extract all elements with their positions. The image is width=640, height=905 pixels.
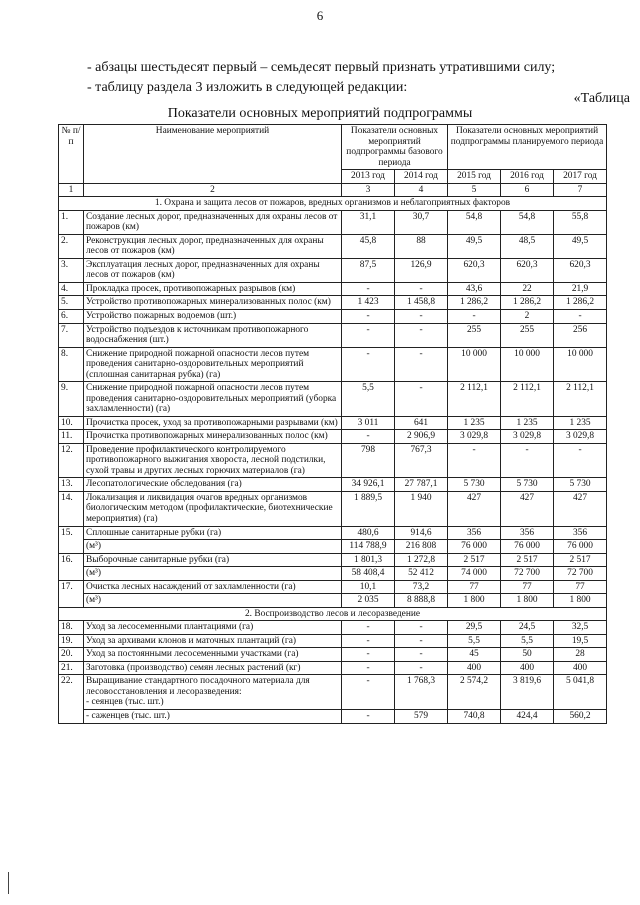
measure-name: Уход за постоянными лесосеменными участками (га) [84,648,342,662]
value-cell: 5,5 [448,634,501,648]
measure-name-text: Выращивание стандартного посадочного материала для лесовосстановления и лесоразведения: [86,676,310,697]
value-cell: 76 000 [448,540,501,554]
value-cell: 579 [395,709,448,723]
value-cell: 2 574,2 [448,675,501,710]
value-cell: 8 888,8 [395,594,448,608]
value-cell: - [395,634,448,648]
value-cell: 2 517 [554,553,607,567]
row-number: 6. [59,309,84,323]
value-cell: 29,5 [448,621,501,635]
value-cell: 19,5 [554,634,607,648]
value-cell: 3 011 [342,416,395,430]
value-cell: 49,5 [448,234,501,258]
table-row [59,258,607,282]
value-cell: 427 [501,491,554,526]
measure-name: Снижение природной пожарной опасности лесов путем проведения санитарно-оздоровительных мероприятий (сплошная санитарная рубка) (га) [84,347,342,382]
value-cell: 356 [448,526,501,540]
value-cell: 28 [554,648,607,662]
value-cell: 10,1 [342,580,395,594]
value-cell: 1 286,2 [448,296,501,310]
unit-label: (м³) [84,540,342,554]
value-cell: 5,5 [501,634,554,648]
table-row [59,347,607,382]
value-cell: 1 286,2 [501,296,554,310]
value-cell: 77 [554,580,607,594]
value-cell: - [395,309,448,323]
value-cell: 914,6 [395,526,448,540]
value-cell: 52 412 [395,567,448,581]
value-cell: 1 423 [342,296,395,310]
value-cell: 114 788,9 [342,540,395,554]
value-cell: 48,5 [501,234,554,258]
sub-item-saplings: - саженцев (тыс. шт.) [84,709,342,723]
table-row [59,594,607,608]
value-cell: 77 [448,580,501,594]
value-cell: - [342,309,395,323]
measure-name: Выборочные санитарные рубки (га) [84,553,342,567]
table-title: Показатели основных мероприятий подпрограммы [167,106,473,121]
value-cell: 255 [448,323,501,347]
value-cell: 54,8 [448,210,501,234]
value-cell: 3 029,8 [554,430,607,444]
margin-mark [8,872,9,894]
value-cell: 1 286,2 [554,296,607,310]
header-year: 2017 год [554,170,607,184]
header-year: 2013 год [342,170,395,184]
value-cell: 5 041,8 [554,675,607,710]
measure-name: Уход за лесосеменными плантациями (га) [84,621,342,635]
value-cell: 560,2 [554,709,607,723]
value-cell: 620,3 [554,258,607,282]
value-cell: 255 [501,323,554,347]
value-cell: 400 [448,661,501,675]
row-number: 11. [59,430,84,444]
table-row [59,540,607,554]
table-row [59,526,607,540]
value-cell: - [342,282,395,296]
row-number: 20. [59,648,84,662]
value-cell: 1 889,5 [342,491,395,526]
measure-name: Прочистка противопожарных минерализованных полос (км) [84,430,342,444]
header-name: Наименование мероприятий [84,125,342,184]
table-row [59,675,607,710]
row-number: 2. [59,234,84,258]
value-cell: 356 [501,526,554,540]
value-cell: 5 730 [501,478,554,492]
unit-label: (м³) [84,567,342,581]
section-row [59,607,607,621]
row-number: 4. [59,282,84,296]
value-cell: 49,5 [554,234,607,258]
value-cell: 1 235 [501,416,554,430]
value-cell: 5 730 [554,478,607,492]
value-cell: 45 [448,648,501,662]
measure-name: Устройство подъездов к источникам противопожарного водоснабжения (шт.) [84,323,342,347]
value-cell: 3 819,6 [501,675,554,710]
value-cell: 1 235 [448,416,501,430]
table-row [59,634,607,648]
value-cell: 72 700 [501,567,554,581]
value-cell: 3 029,8 [448,430,501,444]
row-number: 8. [59,347,84,382]
value-cell: 55,8 [554,210,607,234]
value-cell: 400 [501,661,554,675]
measure-name: Реконструкция лесных дорог, предназначенных для охраны лесов от пожаров (км) [84,234,342,258]
value-cell: 2 517 [501,553,554,567]
value-cell: 5 730 [448,478,501,492]
value-cell: 1 800 [554,594,607,608]
row-number: 15. [59,526,84,553]
value-cell: - [395,323,448,347]
value-cell: 641 [395,416,448,430]
measure-name: Прочистка просек, уход за противопожарными разрывами (км) [84,416,342,430]
value-cell: 58 408,4 [342,567,395,581]
page-number: 6 [316,8,324,23]
row-number: 12. [59,443,84,478]
section-title: 2. Воспроизводство лесов и лесоразведение [59,607,607,621]
table-row [59,416,607,430]
value-cell: 30,7 [395,210,448,234]
table-row [59,210,607,234]
measure-name: Заготовка (производство) семян лесных растений (кг) [84,661,342,675]
row-number: 13. [59,478,84,492]
measure-name: Эксплуатация лесных дорог, предназначенных для охраны лесов от пожаров (км) [84,258,342,282]
value-cell: - [342,709,395,723]
measure-name: Снижение природной пожарной опасности лесов путем проведения санитарно-оздоровительных мероприятий (уборка захламленности) (га) [84,382,342,417]
row-number: 9. [59,382,84,417]
value-cell: 427 [448,491,501,526]
value-cell: 2 035 [342,594,395,608]
value-cell: - [395,382,448,417]
table-row [59,648,607,662]
table-row [59,478,607,492]
table-row [59,580,607,594]
table-row [59,382,607,417]
value-cell: - [342,430,395,444]
value-cell: 2 906,9 [395,430,448,444]
value-cell: - [395,621,448,635]
value-cell: 32,5 [554,621,607,635]
table-body [59,197,607,723]
value-cell: 50 [501,648,554,662]
measure-name: Локализация и ликвидация очагов вредных организмов биологическим методом (профилактические, биотехнические мероприятия) (га) [84,491,342,526]
value-cell: 2 517 [448,553,501,567]
column-number: 1 [59,183,84,197]
value-cell: 22 [501,282,554,296]
value-cell: 620,3 [501,258,554,282]
row-number: 10. [59,416,84,430]
row-number: 18. [59,621,84,635]
column-number: 3 [342,183,395,197]
value-cell: 31,1 [342,210,395,234]
section-title: 1. Охрана и защита лесов от пожаров, вредных организмов и неблагоприятных факторов [59,197,607,211]
value-cell: 76 000 [554,540,607,554]
value-cell: 5,5 [342,382,395,417]
value-cell: - [342,661,395,675]
value-cell: - [395,347,448,382]
header-num: № п/п [59,125,84,184]
header-base-period: Показатели основных мероприятий подпрограммы базового периода [342,125,448,170]
column-number: 2 [84,183,342,197]
measure-name: Проведение профилактического контролируемого противопожарного выжигания хвороста, лесной подстилки, сухой травы и других лесных горючих материалов (га) [84,443,342,478]
value-cell: - [342,347,395,382]
value-cell: 400 [554,661,607,675]
value-cell: - [395,282,448,296]
intro-line-1: - абзацы шестьдесят первый – семьдесят первый признать утратившими силу; [87,60,556,75]
value-cell: 74 000 [448,567,501,581]
column-number: 4 [395,183,448,197]
value-cell: 43,6 [448,282,501,296]
value-cell: - [342,648,395,662]
section-row [59,197,607,211]
measure-name: Лесопатологические обследования (га) [84,478,342,492]
value-cell: 45,8 [342,234,395,258]
row-number: 7. [59,323,84,347]
measure-name: Устройство пожарных водоемов (шт.) [84,309,342,323]
table-row [59,323,607,347]
value-cell: - [342,621,395,635]
value-cell: - [342,675,395,710]
row-number: 16. [59,553,84,580]
value-cell: 73,2 [395,580,448,594]
value-cell: 767,3 [395,443,448,478]
value-cell: 424,4 [501,709,554,723]
header-planned-period: Показатели основных мероприятий подпрограммы планируемого периода [448,125,607,170]
row-number: 19. [59,634,84,648]
measure-name: Очистка лесных насаждений от захламленности (га) [84,580,342,594]
value-cell: 1 801,3 [342,553,395,567]
header-year: 2016 год [501,170,554,184]
value-cell: 27 787,1 [395,478,448,492]
measure-name: Прокладка просек, противопожарных разрывов (км) [84,282,342,296]
value-cell: 2 112,1 [448,382,501,417]
table-row [59,430,607,444]
value-cell: 1 768,3 [395,675,448,710]
intro-line-2: - таблицу раздела 3 изложить в следующей редакции: [87,80,408,95]
value-cell: 1 272,8 [395,553,448,567]
sub-item-seedlings: - сеянцев (тыс. шт.) [86,697,164,708]
value-cell: 21,9 [554,282,607,296]
value-cell: 24,5 [501,621,554,635]
value-cell: 1 458,8 [395,296,448,310]
column-number: 7 [554,183,607,197]
value-cell: 1 800 [501,594,554,608]
value-cell: - [395,661,448,675]
value-cell: 740,8 [448,709,501,723]
value-cell: - [448,443,501,478]
measure-name: Создание лесных дорог, предназначенных для охраны лесов от пожаров (км) [84,210,342,234]
table-row [59,443,607,478]
value-cell: - [395,648,448,662]
header-year: 2015 год [448,170,501,184]
value-cell: 88 [395,234,448,258]
value-cell: 10 000 [501,347,554,382]
indicators-table [58,124,607,724]
value-cell: 480,6 [342,526,395,540]
table-row [59,234,607,258]
value-cell: 1 235 [554,416,607,430]
value-cell: 3 029,8 [501,430,554,444]
table-row [59,553,607,567]
measure-name: Сплошные санитарные рубки (га) [84,526,342,540]
value-cell: - [554,309,607,323]
value-cell: 620,3 [448,258,501,282]
row-number: 17. [59,580,84,607]
value-cell: 72 700 [554,567,607,581]
value-cell: 77 [501,580,554,594]
unit-label: (м³) [84,594,342,608]
value-cell: 126,9 [395,258,448,282]
table-row [59,282,607,296]
value-cell: - [342,634,395,648]
value-cell: 10 000 [448,347,501,382]
table-row [59,661,607,675]
value-cell: 1 800 [448,594,501,608]
value-cell: 54,8 [501,210,554,234]
row-number: 22. [59,675,84,723]
column-number: 5 [448,183,501,197]
value-cell: 2 [501,309,554,323]
value-cell: 216 808 [395,540,448,554]
value-cell: - [501,443,554,478]
value-cell: 798 [342,443,395,478]
table-label: «Таблица [573,91,630,106]
value-cell: 2 112,1 [501,382,554,417]
table-row [59,309,607,323]
table-row [59,491,607,526]
value-cell: 1 940 [395,491,448,526]
row-number: 14. [59,491,84,526]
row-number: 21. [59,661,84,675]
table-row [59,709,607,723]
value-cell: - [342,323,395,347]
header-year: 2014 год [395,170,448,184]
value-cell: 2 112,1 [554,382,607,417]
value-cell: 76 000 [501,540,554,554]
value-cell: 356 [554,526,607,540]
table-row [59,296,607,310]
value-cell: 10 000 [554,347,607,382]
row-number: 1. [59,210,84,234]
value-cell: 87,5 [342,258,395,282]
value-cell: - [448,309,501,323]
value-cell: 34 926,1 [342,478,395,492]
column-number: 6 [501,183,554,197]
table-row [59,621,607,635]
row-number: 3. [59,258,84,282]
table-row [59,567,607,581]
value-cell: 427 [554,491,607,526]
value-cell: - [554,443,607,478]
measure-name: Устройство противопожарных минерализованных полос (км) [84,296,342,310]
measure-name: Уход за архивами клонов и маточных плантаций (га) [84,634,342,648]
value-cell: 256 [554,323,607,347]
row-number: 5. [59,296,84,310]
measure-name [84,675,342,710]
